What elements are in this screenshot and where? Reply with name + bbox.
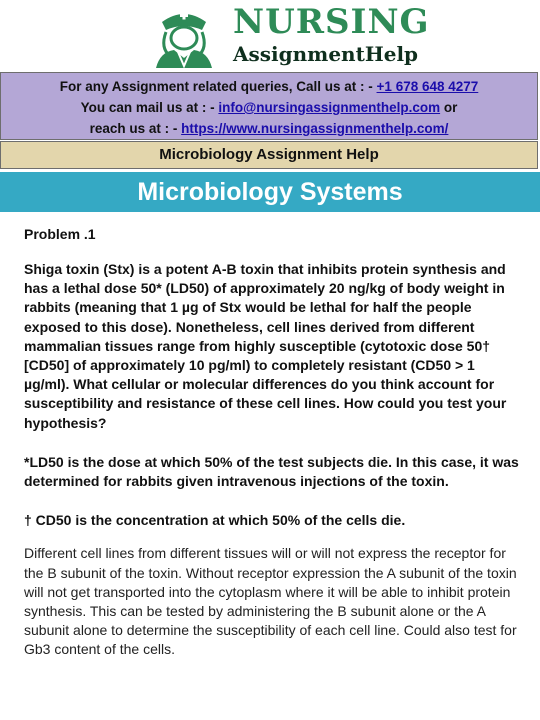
email-prefix: You can mail us at : - xyxy=(80,100,219,115)
cd50-footnote: † CD50 is the concentration at which 50% of the cells die. xyxy=(24,512,406,529)
contact-line-website xyxy=(1,118,537,139)
brand-name: NURSING xyxy=(233,2,430,42)
brand-logo xyxy=(0,0,540,72)
problem-heading: Problem .1 xyxy=(24,226,96,242)
email-link[interactable]: info@nursingassignmenthelp.com xyxy=(218,100,441,115)
answer-paragraph: Different cell lines from different tissues will or will not express the receptor for the B subunit of the toxin. Without receptor expression the A subunit of the toxin will not get transported into the cytoplasm where it will be able to inhibit protein synthesis. This can be tested by administering the B subunit alone or the A subunit alone to determine the susceptibility of each cell line. Could also test for Gb3 content of the cells. xyxy=(24,545,517,658)
phone-link[interactable]: +1 678 648 4277 xyxy=(376,79,479,94)
brand-subtitle: AssignmentHelp xyxy=(233,42,419,66)
nurse-icon xyxy=(140,4,228,68)
contact-line-phone xyxy=(1,76,537,97)
ld50-footnote: *LD50 is the dose at which 50% of the test subjects die. In this case, it was determined for rabbits given intravenous injections of the toxin. xyxy=(24,453,519,490)
contact-banner xyxy=(0,72,538,140)
problem-statement: Shiga toxin (Stx) is a potent A-B toxin that inhibits protein synthesis and has a lethal dose 50* (LD50) of approximately 20 ng/kg of body weight in rabbits (meaning that 1 µg of Stx would be lethal for half the people exposed to this dose). Nonetheless, cell lines derived from different mammalian tissues range from highly susceptible (cytotoxic dose 50† [CD50] of approximately 10 pg/ml) to completely resistant (CD50 > 1 µg/ml). What cellular or molecular differences do you think account for susceptibility and resistance of these cell lines. How could you test your hypothesis? xyxy=(24,261,507,431)
subject-label: Microbiology Assignment Help xyxy=(0,141,538,169)
website-prefix: reach us at : - xyxy=(89,121,182,136)
website-link[interactable]: https://www.nursingassignmenthelp.com/ xyxy=(181,121,449,136)
page-title: Microbiology Systems xyxy=(0,172,540,212)
document-body xyxy=(24,224,520,660)
email-suffix: or xyxy=(440,100,458,115)
phone-prefix: For any Assignment related queries, Call us at : - xyxy=(59,79,377,94)
contact-line-email xyxy=(1,97,537,118)
